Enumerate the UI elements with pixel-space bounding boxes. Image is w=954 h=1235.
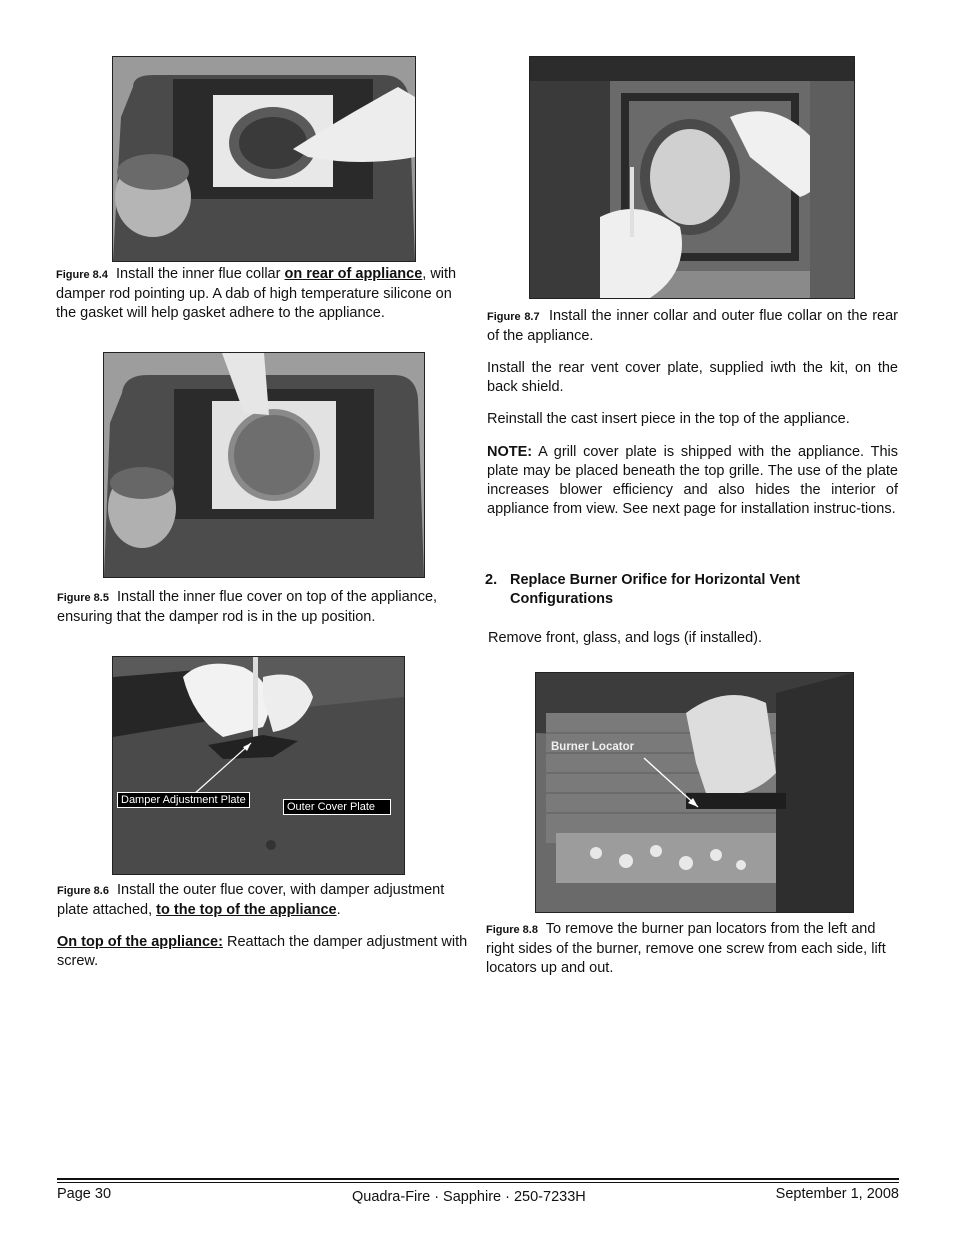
figure-8-6-caption [57, 881, 471, 920]
figure-label: Figure 8.4 [56, 269, 108, 281]
footer-rule [57, 1178, 899, 1180]
figure-8-7-caption [487, 307, 898, 346]
section-title [510, 571, 900, 609]
figure-label: Figure 8.7 [487, 311, 540, 323]
figure-8-5-caption [57, 588, 471, 627]
footer-document-id: Quadra-Fire · Sapphire · 250-7233H [352, 1189, 586, 1205]
caption-text: Install the outer flue cover, with damper adjustment plate attached, [57, 882, 445, 918]
caption-text: Install the inner collar and outer flue collar on the rear of the appliance. [487, 308, 898, 344]
on-top-heading: On top of the appliance: [57, 934, 223, 950]
damper-adjustment-plate-callout: Damper Adjustment Plate [117, 792, 250, 808]
footer-rule-thin [57, 1182, 899, 1183]
note-text: A grill cover plate is shipped with the appliance. This plate may be placed beneath the top grille. The use of the plate increases blower efficiency and also hides the interior of appliance from view. See next page for installation instruc-tions. [487, 444, 898, 517]
figure-label: Figure 8.6 [57, 885, 109, 897]
burner-locator-callout: Burner Locator [551, 741, 635, 753]
page-number: Page 30 [57, 1186, 112, 1202]
figure-8-7-photo [529, 56, 855, 299]
caption-emphasis: to the top of the appliance [156, 902, 337, 918]
figure-8-8-photo [535, 672, 854, 913]
on-top-text: Reattach the damper adjustment with screw. [57, 934, 468, 969]
remove-paragraph: Remove front, glass, and logs (if installed). [488, 630, 763, 646]
figure-label: Figure 8.5 [57, 592, 109, 604]
figure-8-8-caption [486, 920, 900, 978]
caption-text: , with damper rod pointing up. A dab of high temperature silicone on the gasket will help gasket adhere to the appliance. [56, 266, 457, 321]
figure-8-6-photo [112, 656, 405, 875]
rear-vent-paragraph: Install the rear vent cover plate, supplied iwth the kit, on the back shield. [487, 360, 898, 395]
figure-8-4-photo [112, 56, 416, 262]
section-number: 2. [485, 572, 498, 588]
footer-date: September 1, 2008 [775, 1186, 899, 1202]
on-top-paragraph [57, 933, 471, 971]
caption-text: Install the inner flue cover on top of the appliance, ensuring that the damper rod is in the up position. [57, 589, 438, 625]
caption-emphasis: on rear of appliance [284, 266, 423, 282]
caption-text: To remove the burner pan locators from the left and right sides of the burner, remove one screw from each side, lift locators up and out. [486, 921, 886, 976]
caption-text: Install the inner flue collar [116, 266, 285, 282]
section-title-line2: Configurations [510, 591, 614, 607]
caption-text: . [336, 902, 341, 918]
note-label: NOTE: [487, 444, 533, 460]
figure-label: Figure 8.8 [486, 924, 538, 936]
outer-cover-plate-callout: Outer Cover Plate [283, 799, 391, 815]
figure-8-4-caption [56, 265, 470, 323]
section-title-line1: Replace Burner Orifice for Horizontal Vent [510, 572, 801, 588]
note-paragraph [487, 443, 898, 519]
reinstall-paragraph: Reinstall the cast insert piece in the top of the appliance. [487, 411, 850, 427]
figure-8-5-photo [103, 352, 425, 578]
